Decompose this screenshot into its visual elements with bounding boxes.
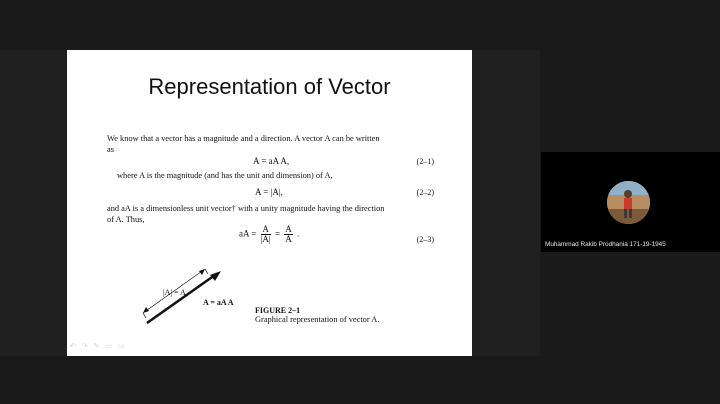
dimension-tick: [205, 269, 208, 274]
fraction: [261, 225, 271, 244]
figure-label-vector: A = aA A: [203, 298, 234, 307]
equation-number: (2–2): [416, 188, 434, 197]
fraction-denominator: |A|: [260, 234, 271, 244]
slide-title: Representation of Vector: [148, 74, 391, 99]
avatar: [607, 181, 650, 224]
fraction-denominator: A: [285, 234, 292, 244]
equation-number: (2–3): [416, 235, 434, 244]
participant-name: Muhammad Rakib Prodhania 171-19-1945: [545, 241, 666, 248]
paragraph-line: We know that a vector has a magnitude and a direction. A vector A can be written: [107, 134, 380, 143]
user-photo-icon: [607, 181, 650, 224]
eq3-equals: =: [274, 228, 281, 239]
dimension-tick: [143, 313, 146, 318]
eq3-lhs: aA =: [239, 228, 257, 239]
bottom-bar: [0, 356, 720, 404]
paragraph-line: as: [107, 145, 114, 154]
equation-2-1: A = aA A,: [253, 156, 290, 166]
eq3-period: .: [297, 228, 300, 239]
paragraph-line: where A is the magnitude (and has the unit and dimension) of A,: [117, 171, 333, 180]
fraction-numerator: A: [285, 224, 292, 234]
figure-number: FIGURE 2–1: [255, 306, 301, 315]
equation-number: (2–1): [416, 157, 434, 166]
participant-video-tile[interactable]: [541, 152, 720, 252]
dimension-arrow-icon: [143, 307, 149, 313]
figure-caption-text: Graphical representation of vector A.: [255, 315, 380, 324]
paragraph-line: of A. Thus,: [107, 215, 145, 224]
top-bar: [0, 0, 720, 50]
presentation-slide: [67, 50, 472, 356]
arrowhead-icon: [210, 271, 221, 281]
equation-2-2: A = |A|,: [255, 187, 283, 197]
figure-caption: [255, 306, 379, 324]
fraction-numerator: A: [262, 224, 269, 234]
dimension-arrow-icon: [199, 269, 205, 275]
paragraph-line: and aA is a dimensionless unit vector† with a unity magnitude having the direction: [107, 204, 385, 213]
equation-2-3: [239, 225, 299, 244]
annotation-toolbar[interactable]: ↶ ↷ ✎ ▭ ▭: [70, 343, 127, 350]
vector-figure: [137, 255, 257, 335]
fraction: [284, 225, 293, 244]
figure-label-magnitude: |A| = A: [163, 288, 186, 297]
